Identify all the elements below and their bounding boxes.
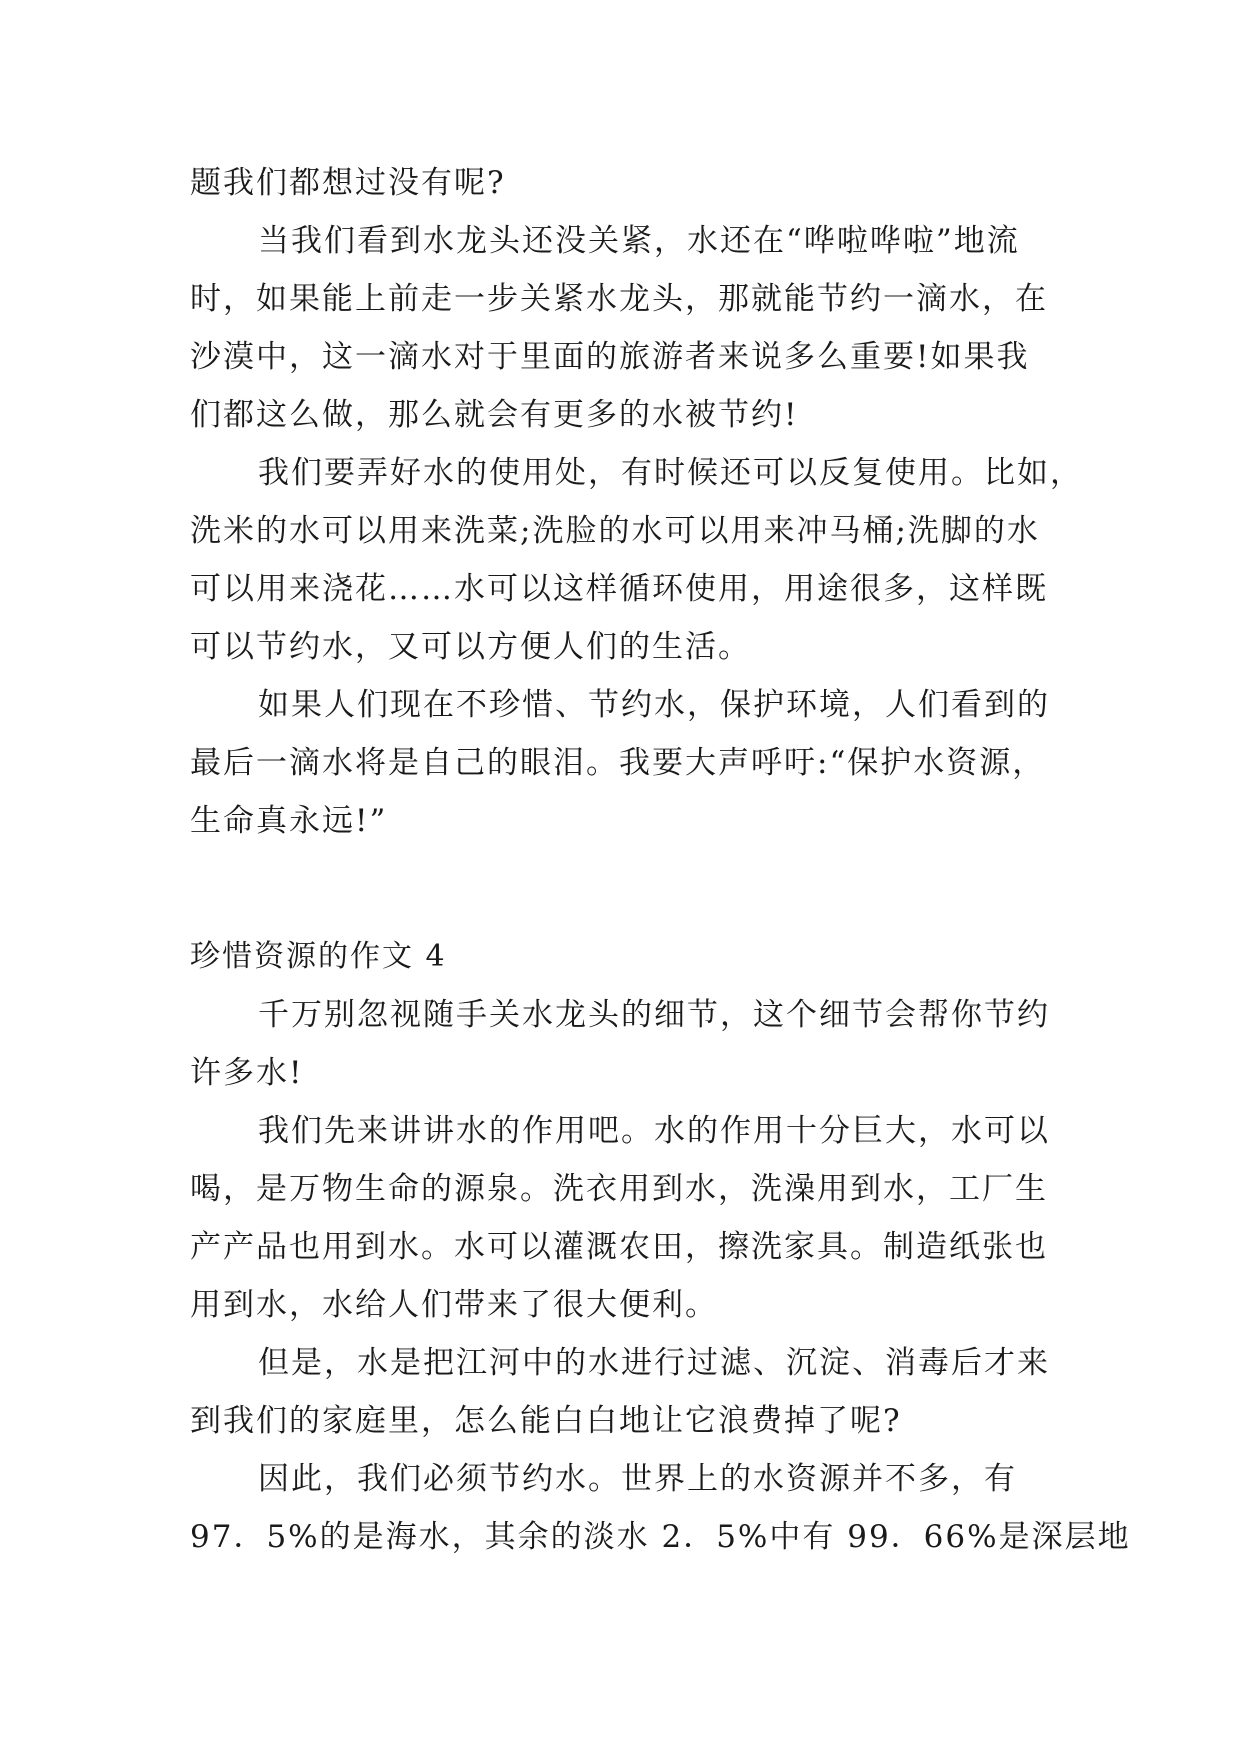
document-page (190, 154, 1131, 1566)
text-line: 用到水，水给人们带来了很大便利。 (190, 1287, 718, 1323)
text-line: 产产品也用到水。水可以灌溉农田，擦洗家具。制造纸张也 (190, 1229, 1048, 1265)
section-heading: 珍惜资源的作文 4 (190, 939, 447, 974)
text-line: 喝，是万物生命的源泉。洗衣用到水，洗澡用到水，工厂生 (190, 1171, 1048, 1207)
section-gap (190, 850, 1070, 928)
text-line: 题我们都想过没有呢? (190, 165, 506, 201)
text-line: 如果人们现在不珍惜、节约水，保护环境，人们看到的 (258, 687, 1050, 723)
text-line: 生命真永远!” (190, 803, 388, 839)
text-line: 当我们看到水龙头还没关紧，水还在“哗啦哗啦”地流 (258, 223, 1020, 259)
text-line: 洗米的水可以用来洗菜;洗脸的水可以用来冲马桶;洗脚的水 (190, 513, 1040, 549)
paragraph (190, 1102, 1070, 1334)
paragraph (190, 676, 1070, 850)
text-line: 但是，水是把江河中的水进行过滤、沉淀、消毒后才来 (258, 1345, 1050, 1381)
text-line: 千万别忽视随手关水龙头的细节，这个细节会帮你节约 (258, 997, 1050, 1033)
text-line: 97．5%的是海水，其余的淡水 2．5%中有 99．66%是深层地 (190, 1519, 1131, 1555)
text-line: 们都这么做，那么就会有更多的水被节约! (190, 397, 799, 433)
paragraph-continuation (190, 154, 1070, 212)
paragraph (190, 444, 1083, 676)
text-line: 最后一滴水将是自己的眼泪。我要大声呼吁:“保护水资源， (190, 745, 1046, 781)
text-line: 到我们的家庭里，怎么能白白地让它浪费掉了呢? (190, 1403, 902, 1439)
text-line: 时，如果能上前走一步关紧水龙头，那就能节约一滴水，在 (190, 281, 1048, 317)
text-line: 许多水! (190, 1055, 304, 1091)
text-line: 可以节约水，又可以方便人们的生活。 (190, 629, 751, 665)
paragraph (190, 986, 1070, 1102)
paragraph (190, 1450, 1131, 1566)
paragraph (190, 212, 1070, 444)
text-line: 可以用来浇花……水可以这样循环使用，用途很多，这样既 (190, 571, 1048, 607)
text-line: 我们先来讲讲水的作用吧。水的作用十分巨大，水可以 (258, 1113, 1050, 1149)
text-line: 因此，我们必须节约水。世界上的水资源并不多，有 (258, 1461, 1017, 1497)
paragraph (190, 1334, 1070, 1450)
text-line: 沙漠中，这一滴水对于里面的旅游者来说多么重要!如果我 (190, 339, 1030, 375)
text-line: 我们要弄好水的使用处，有时候还可以反复使用。比如， (258, 455, 1083, 491)
